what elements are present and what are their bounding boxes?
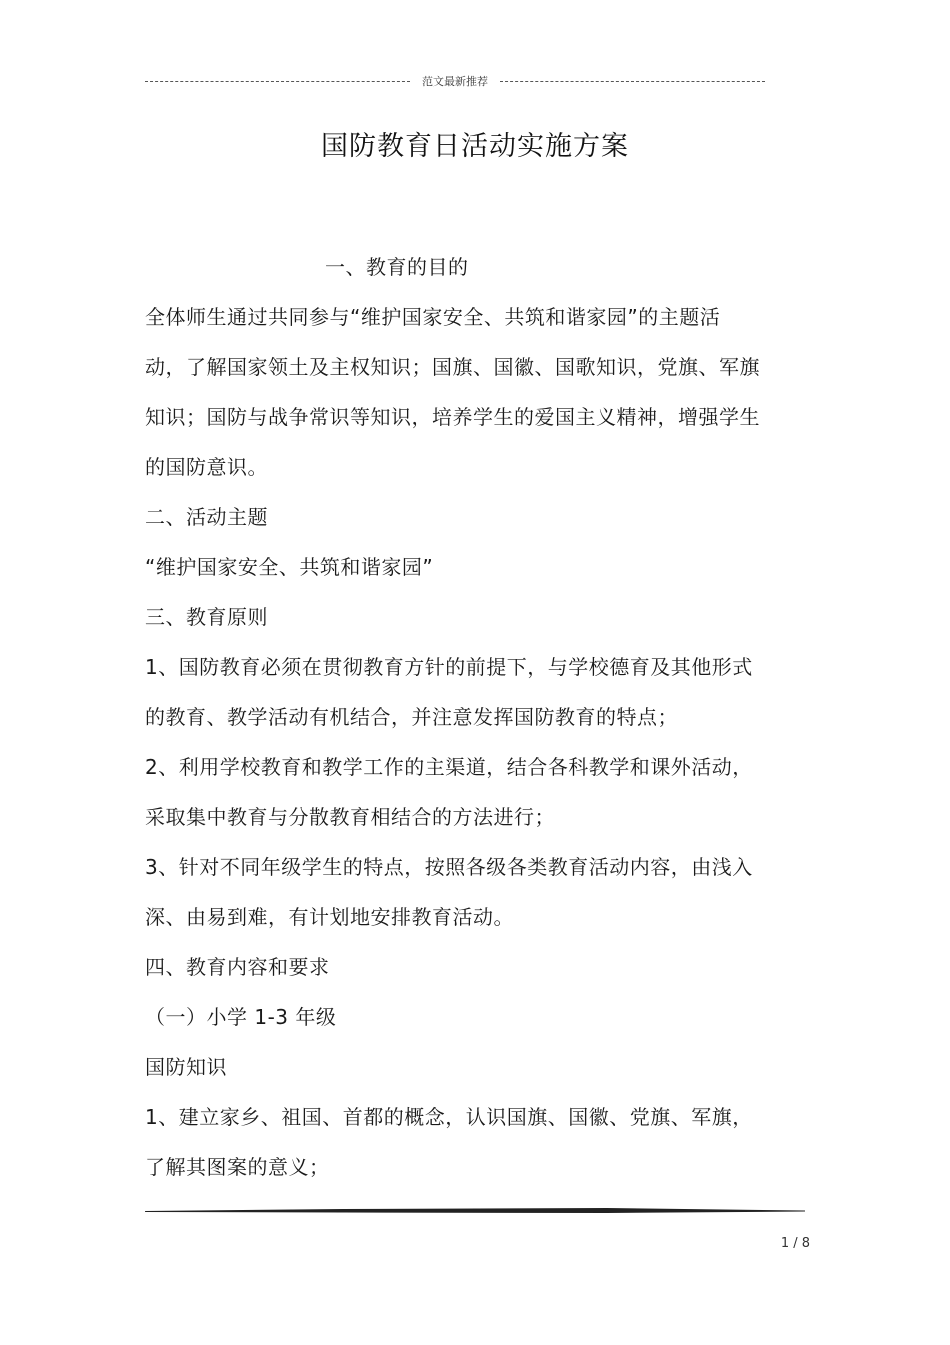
body-line: 的教育、教学活动有机结合，并注意发挥国防教育的特点； (145, 705, 678, 729)
subsection-heading: （一）小学 1-3 年级 (145, 1005, 337, 1029)
header-label: 范文最新推荐 (422, 75, 488, 88)
body-line: 3、针对不同年级学生的特点，按照各级各类教育活动内容，由浅入 (145, 855, 753, 879)
body-line: 1、国防教育必须在贯彻教育方针的前提下，与学校德育及其他形式 (145, 655, 753, 679)
section-heading-1: 一、教育的目的 (325, 255, 469, 279)
body-line: 采取集中教育与分散教育相结合的方法进行； (145, 805, 555, 829)
body-line: 动，了解国家领土及主权知识；国旗、国徽、国歌知识，党旗、军旗 (145, 355, 760, 379)
body-line: 的国防意识。 (145, 455, 268, 479)
body-line: 2、利用学校教育和教学工作的主渠道，结合各科教学和课外活动， (145, 755, 753, 779)
section-heading-4: 四、教育内容和要求 (145, 955, 330, 979)
body-line: 知识；国防与战争常识等知识，培养学生的爱国主义精神，增强学生 (145, 405, 760, 429)
footer-rule (145, 1208, 805, 1213)
page-header (145, 72, 765, 90)
section-heading-3: 三、教育原则 (145, 605, 268, 629)
body-line: 全体师生通过共同参与“维护国家安全、共筑和谐家园”的主题活 (145, 305, 721, 329)
activity-theme: “维护国家安全、共筑和谐家园” (145, 555, 434, 579)
document-title: 国防教育日活动实施方案 (321, 131, 629, 162)
topic-heading: 国防知识 (145, 1055, 227, 1079)
body-line: 1、建立家乡、祖国、首都的概念，认识国旗、国徽、党旗、军旗， (145, 1105, 753, 1129)
section-heading-2: 二、活动主题 (145, 505, 268, 529)
page-number: 1 / 8 (780, 1236, 810, 1251)
header-dash-right (500, 81, 765, 82)
body-line: 了解其图案的意义； (145, 1155, 330, 1179)
body-line: 深、由易到难，有计划地安排教育活动。 (145, 905, 514, 929)
header-dash-left (145, 81, 410, 82)
